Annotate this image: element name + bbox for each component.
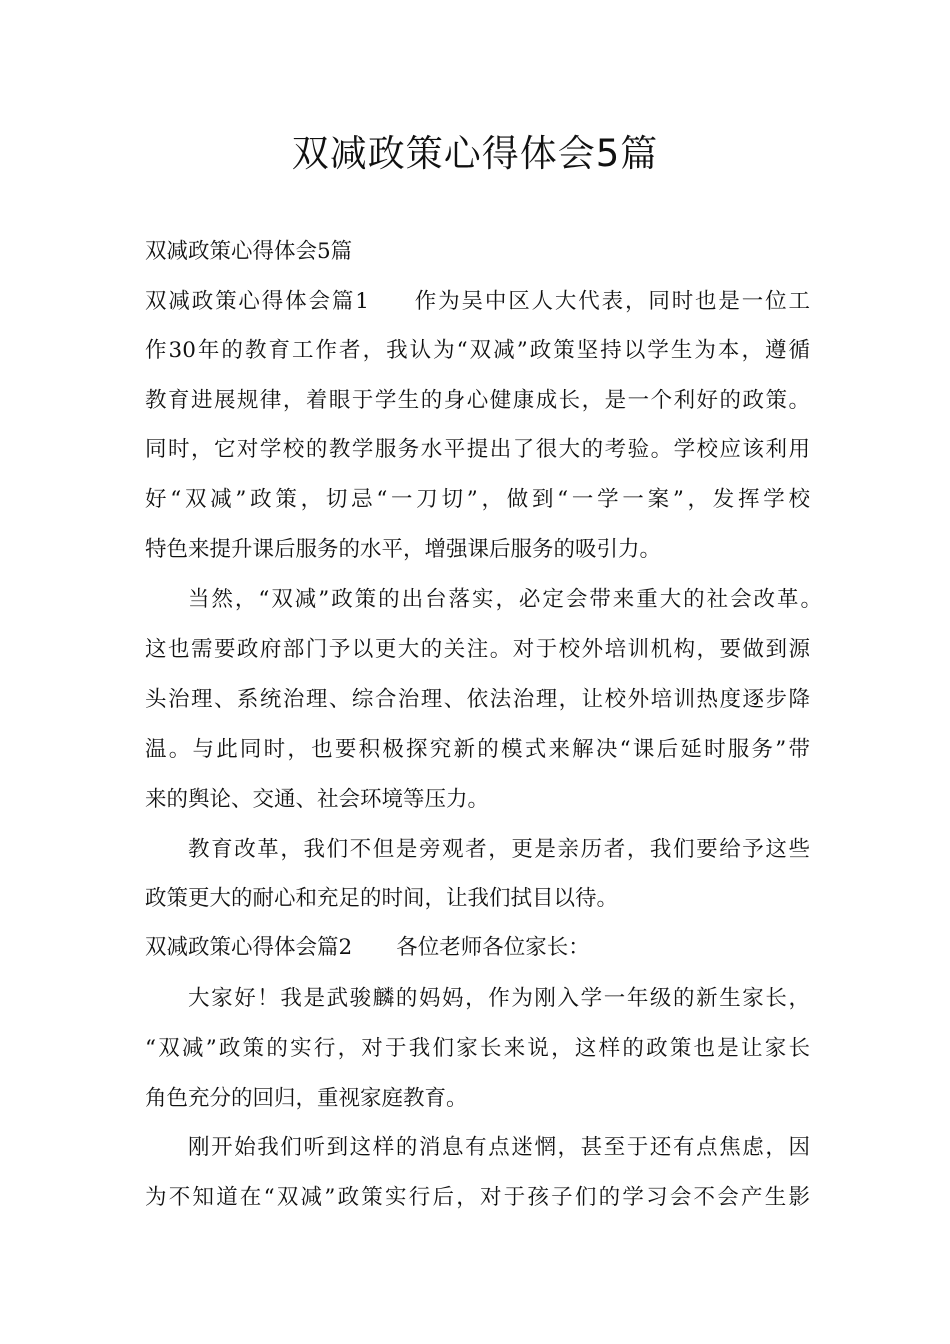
paragraph-line: 刚开始我们听到这样的消息有点迷惘，甚至于还有点焦虑，因 [188, 1135, 810, 1160]
paragraph-line: 温。与此同时，也要积极探究新的模式来解决“课后延时服务”带 [145, 737, 810, 762]
paragraph-line: 角色充分的回归，重视家庭教育。 [145, 1086, 468, 1111]
paragraph-line: 作30年的教育工作者，我认为“双减”政策坚持以学生为本，遵循 [145, 338, 810, 363]
section-heading: 双减政策心得体会篇1 [145, 289, 369, 314]
section-heading: 双减政策心得体会篇2 [145, 935, 353, 960]
paragraph-line: 当然，“双减”政策的出台落实，必定会带来重大的社会改革。 [188, 587, 822, 612]
paragraph-line: “双减”政策的实行，对于我们家长来说，这样的政策也是让家长 [145, 1036, 810, 1061]
paragraph-line: 来的舆论、交通、社会环境等压力。 [145, 787, 490, 812]
paragraph-line: 大家好！我是武骏麟的妈妈，作为刚入学一年级的新生家长， [188, 986, 810, 1011]
paragraph-line [145, 934, 810, 962]
paragraph-line: 特色来提升课后服务的水平，增强课后服务的吸引力。 [145, 537, 662, 562]
paragraph-line: 政策更大的耐心和充足的时间，让我们拭目以待。 [145, 886, 619, 911]
paragraph-line: 这也需要政府部门予以更大的关注。对于校外培训机构，要做到源 [145, 637, 810, 662]
line-text: 各位老师各位家长： [396, 935, 590, 960]
line-text: 作为吴中区人大代表，同时也是一位工 [412, 289, 810, 314]
paragraph-line: 教育进展规律，着眼于学生的身心健康成长，是一个利好的政策。 [145, 388, 810, 413]
subtitle-line: 双减政策心得体会5篇 [145, 239, 353, 264]
paragraph-line: 同时，它对学校的教学服务水平提出了很大的考验。学校应该利用 [145, 437, 810, 462]
paragraph-line: 教育改革，我们不但是旁观者，更是亲历者，我们要给予这些 [188, 837, 810, 862]
paragraph-line: 为不知道在“双减”政策实行后，对于孩子们的学习会不会产生影 [145, 1185, 810, 1210]
paragraph-line: 头治理、系统治理、综合治理、依法治理，让校外培训热度逐步降 [145, 687, 810, 712]
document-title: 双减政策心得体会5篇 [291, 132, 659, 175]
paragraph-line: 好“双减”政策，切忌“一刀切”，做到“一学一案”，发挥学校 [145, 487, 810, 512]
paragraph-line [145, 288, 810, 316]
